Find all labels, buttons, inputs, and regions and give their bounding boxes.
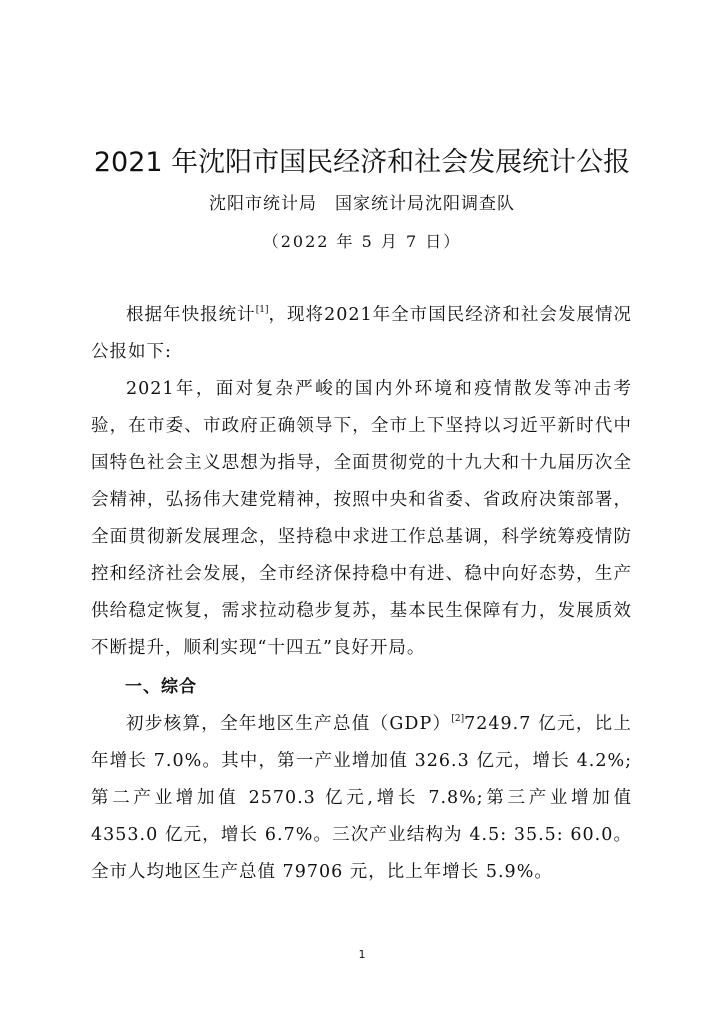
intro-text-b: ，现将2021年全市国民经济和社会发展情况公报如下: <box>91 305 632 362</box>
intro-paragraph <box>91 297 632 371</box>
document-body <box>91 297 632 891</box>
intro-text-a: 根据年快报统计 <box>126 305 256 325</box>
issuer-line: 沈阳市统计局 国家统计局沈阳调查队 <box>209 194 515 214</box>
gdp-paragraph <box>91 706 632 891</box>
gdp-text-b: 7249.7 亿元，比上年增长 7.0%。其中，第一产业增加值 326.3 亿元，增长 4.2%;第二产业增加值 2570.3 亿元,增长 7.8%;第三产业增加值 4353.0 亿元，增长 6.7%。三次产业结构为 4.5: 35.5: 60.0。全市人均地区生产总值 79706 元，比上年增长 5.9%。 <box>91 714 632 882</box>
document-title: 2021 年沈阳市国民经济和社会发展统计公报 <box>93 147 631 178</box>
footnote-ref-1: [1] <box>255 305 269 315</box>
section-heading-general: 一、综合 <box>125 677 197 697</box>
page-number: 1 <box>358 948 366 961</box>
overview-paragraph: 2021年，面对复杂严峻的国内外环境和疫情散发等冲击考验，在市委、市政府正确领导下，全市上下坚持以习近平新时代中国特色社会主义思想为指导，全面贯彻党的十九大和十九届历次全会精神，弘扬伟大建党精神，按照中央和省委、省政府决策部署，全面贯彻新发展理念，坚持稳中求进工作总基调，科学统筹疫情防控和经济社会发展，全市经济保持稳中有进、稳中向好态势，生产供给稳定恢复，需求拉动稳步复苏，基本民生保障有力，发展质效不断提升，顺利实现“十四五”良好开局。 <box>91 379 632 658</box>
footnote-ref-2: [2] <box>451 714 465 724</box>
gdp-text-a: 初步核算，全年地区生产总值（GDP） <box>126 714 452 734</box>
publish-date: （2022 年 5 月 7 日） <box>262 232 462 251</box>
